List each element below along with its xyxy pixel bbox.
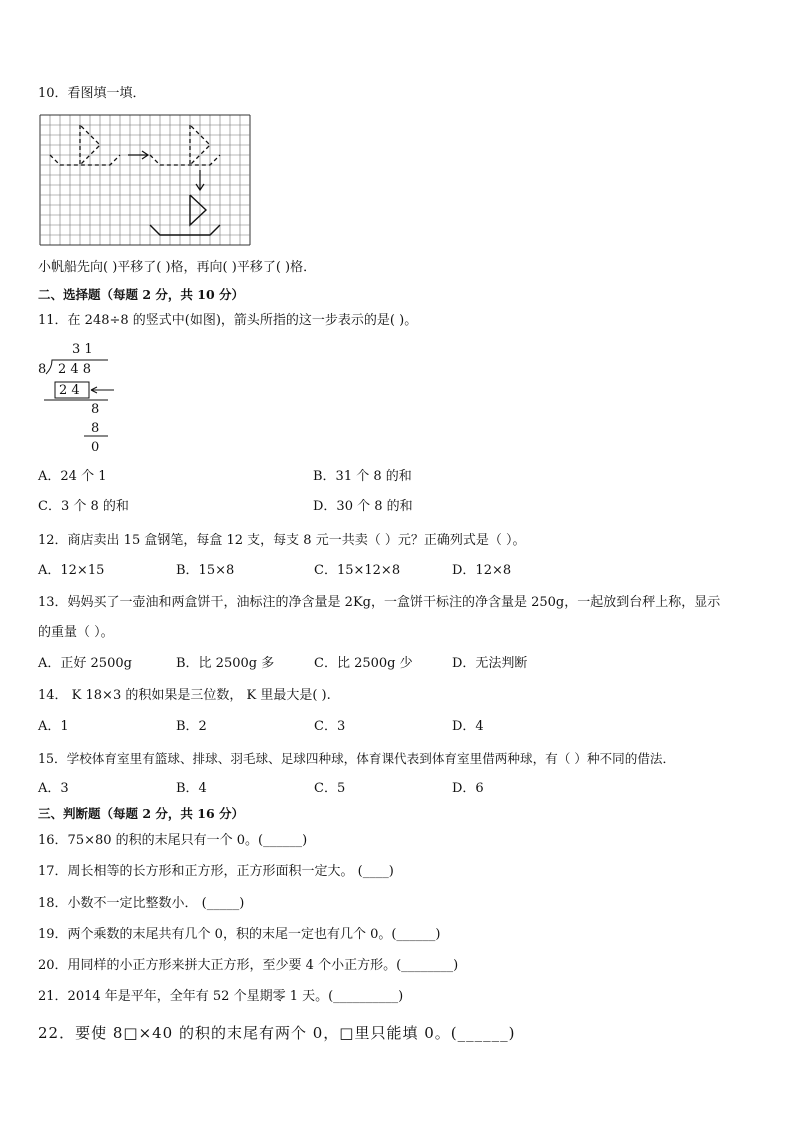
q19-text: 19．两个乘数的末尾共有几个 0，积的末尾一定也有几个 0。(______) [38,927,441,942]
sailboat-grid-figure [38,114,252,246]
division-remainder: 8 [91,402,100,417]
q15-option-a: A．3 [38,781,69,796]
long-division-svg [36,338,126,458]
q11-option-b: B．31 个 8 的和 [313,469,412,484]
q12-option-c: C．15×12×8 [314,563,401,578]
q13-text-line1: 13．妈妈买了一壶油和两盒饼干，油标注的净含量是 2Kg，一盒饼干标注的净含量是 250g，一起放到台秤上称，显示 [38,595,721,610]
q12-option-a: A．12×15 [38,563,105,578]
q15-option-c: C．5 [314,781,346,796]
q15-text: 15．学校体育室里有篮球、排球、羽毛球、足球四种球，体育课代表到体育室里借两种球，有（ ）种不同的借法． [38,751,676,766]
division-second-product: 8 [91,421,100,436]
division-dividend: 2 4 8 [58,362,92,377]
long-division-figure [36,338,126,458]
q11-option-c: C．3 个 8 的和 [38,499,129,514]
q12-text: 12．商店卖出 15 盒钢笔，每盒 12 支，每支 8 元一共卖（ ）元？正确列式是（ ）。 [38,533,526,548]
sailboat-original-hull [50,155,120,165]
q14-option-a: A．1 [38,719,69,734]
division-final: 0 [91,440,100,455]
q13-option-c: C．比 2500g 少 [314,656,413,671]
q16-text: 16．75×80 的积的末尾只有一个 0。(______) [38,833,308,848]
q13-option-a: A．正好 2500g [38,656,132,671]
division-divisor: 8 [38,362,47,377]
q14-option-c: C．3 [314,719,346,734]
q11-option-a: A．24 个 1 [38,469,107,484]
q13-option-d: D．无法判断 [452,656,528,671]
sailboat-final-hull [150,225,220,235]
q11-text: 11．在 248÷8 的竖式中(如图)，箭头所指的这一步表示的是( )。 [38,313,418,328]
q13-option-b: B．比 2500g 多 [176,656,275,671]
q11-option-d: D．30 个 8 的和 [313,499,413,514]
q12-option-d: D．12×8 [452,563,512,578]
q12-option-b: B．15×8 [176,563,235,578]
q15-option-b: B．4 [176,781,207,796]
section-judgment-title: 三、判断题（每题 2 分，共 16 分） [38,806,245,821]
q20-text: 20．用同样的小正方形来拼大正方形，至少要 4 个小正方形。(________) [38,958,459,973]
q22-text: 22．要使 8□×40 的积的末尾有两个 0，□里只能填 0。(______) [38,1024,516,1042]
grid-svg [38,114,252,246]
sailboat-moved-right-hull [150,155,220,165]
q21-text: 21．2014 年是平年，全年有 52 个星期零 1 天。(__________) [38,989,404,1004]
division-boxed-product: 2 4 [59,383,80,398]
q15-option-d: D．6 [452,781,484,796]
q10-title: 10．看图填一填． [38,86,146,101]
sailboat-final-sail [190,195,206,225]
q14-option-b: B．2 [176,719,207,734]
q13-text-line2: 的重量（ ）。 [38,625,114,640]
section-choice-title: 二、选择题（每题 2 分，共 10 分） [38,287,245,302]
q14-option-d: D．4 [452,719,484,734]
division-quotient: 3 1 [72,342,93,357]
q18-text: 18．小数不一定比整数小． (_____) [38,896,245,911]
q10-fill-sentence: 小帆船先向( )平移了( )格，再向( )平移了( )格． [38,260,317,275]
q17-text: 17．周长相等的长方形和正方形，正方形面积一定大。 (____) [38,864,394,879]
q14-text: 14． K 18×3 的积如果是三位数， K 里最大是( ). [38,688,331,703]
